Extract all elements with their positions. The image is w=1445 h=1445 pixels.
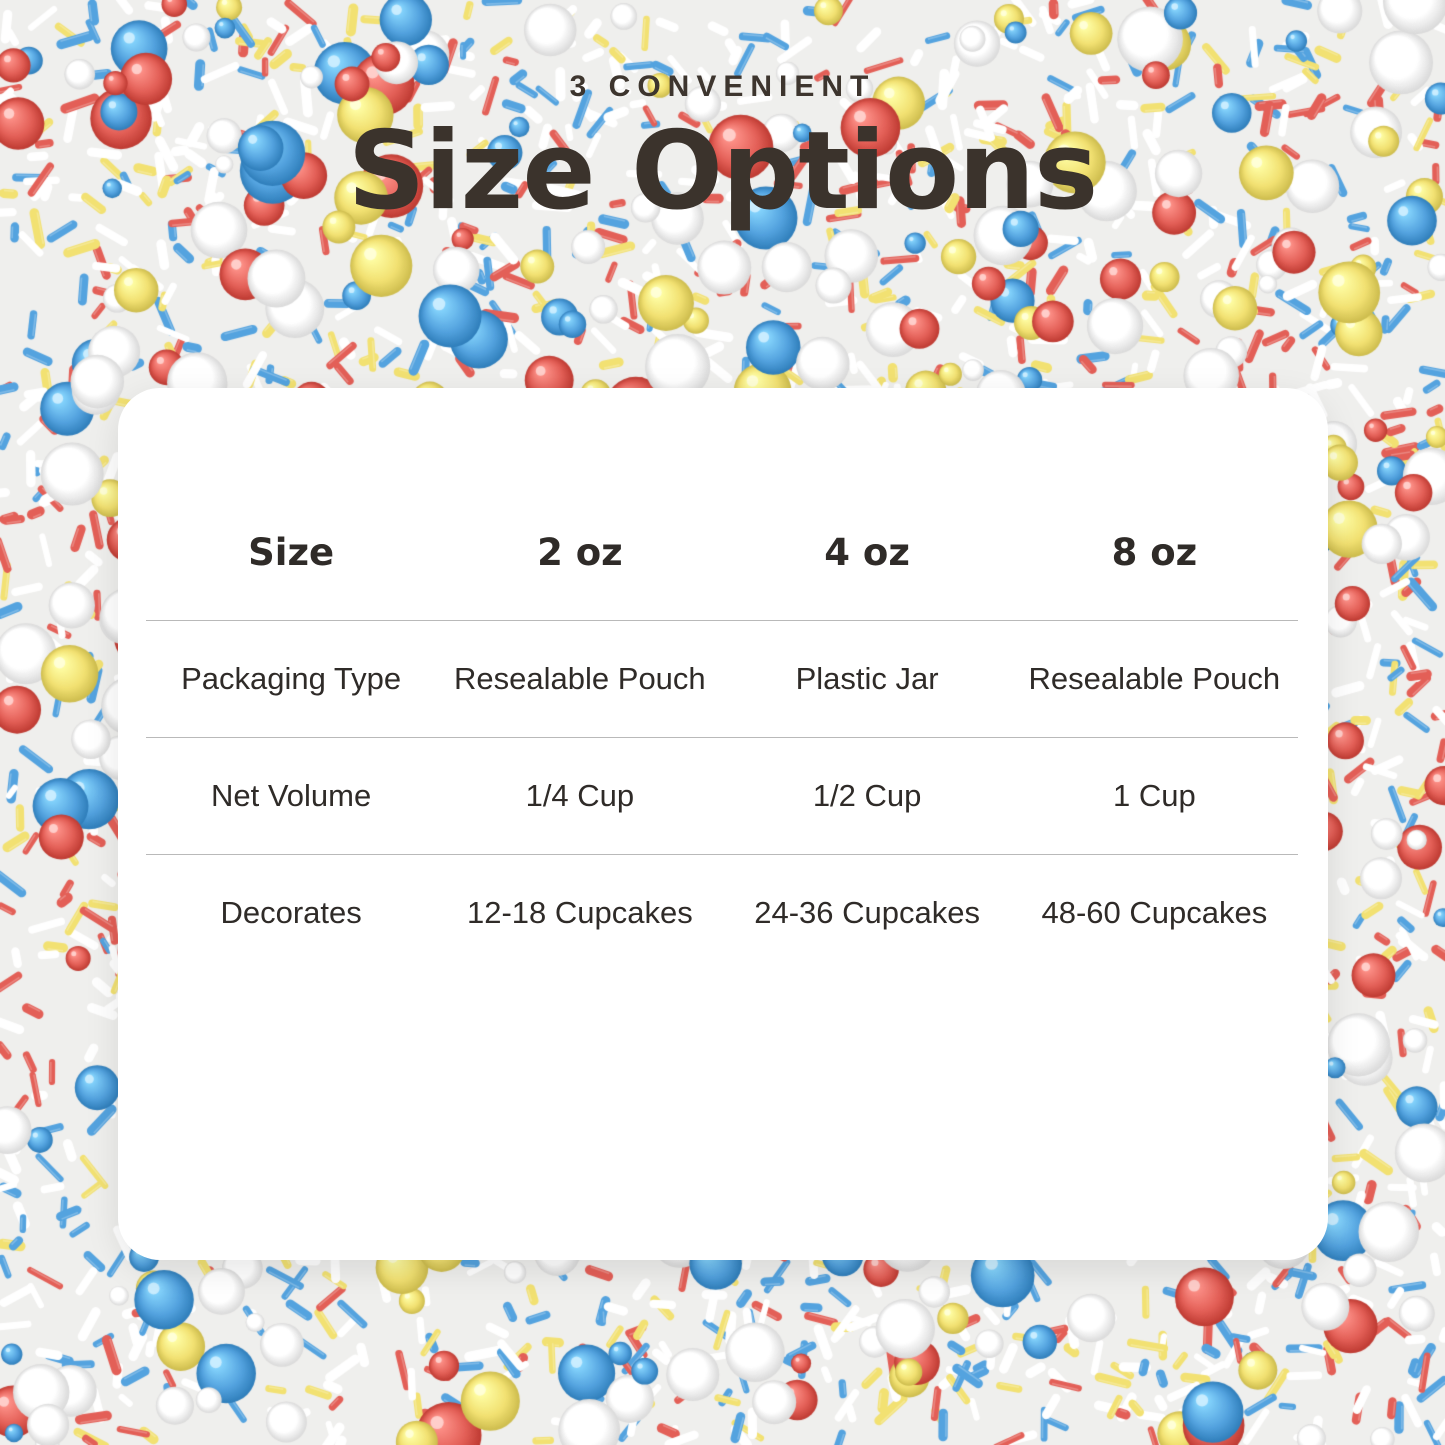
cell-volume-8oz: 1 Cup <box>1112 778 1196 814</box>
table-row <box>146 621 1298 738</box>
cell-volume-4oz: 1/2 Cup <box>812 778 922 814</box>
column-header-size: Size <box>248 531 335 574</box>
column-header-8oz: 8 oz <box>1111 531 1198 574</box>
cell-packaging-8oz: Resealable Pouch <box>1028 661 1281 696</box>
table-row <box>146 738 1298 855</box>
table-head <box>146 530 1298 621</box>
table-body <box>146 621 1298 972</box>
page-title: Size Options <box>347 109 1098 234</box>
row-label-decorates: Decorates <box>220 895 362 931</box>
column-header-4oz: 4 oz <box>824 531 910 574</box>
table-header-row <box>146 530 1298 621</box>
cell-volume-2oz: 1/4 Cup <box>525 778 635 814</box>
eyebrow-text: 3 CONVENIENT <box>569 70 876 103</box>
row-label-packaging-type: Packaging Type <box>181 661 402 696</box>
row-label-net-volume: Net Volume <box>210 778 372 814</box>
cell-decorates-2oz: 12-18 Cupcakes <box>466 895 693 931</box>
cell-decorates-4oz: 24-36 Cupcakes <box>754 895 980 931</box>
table-row <box>146 855 1298 972</box>
size-table-card <box>118 388 1328 1260</box>
size-comparison-table <box>146 530 1298 971</box>
cell-packaging-2oz: Resealable Pouch <box>454 661 706 696</box>
cell-decorates-8oz: 48-60 Cupcakes <box>1041 895 1268 931</box>
cell-packaging-4oz: Plastic Jar <box>795 661 939 696</box>
heading-block <box>0 70 1445 234</box>
column-header-2oz: 2 oz <box>537 531 623 574</box>
